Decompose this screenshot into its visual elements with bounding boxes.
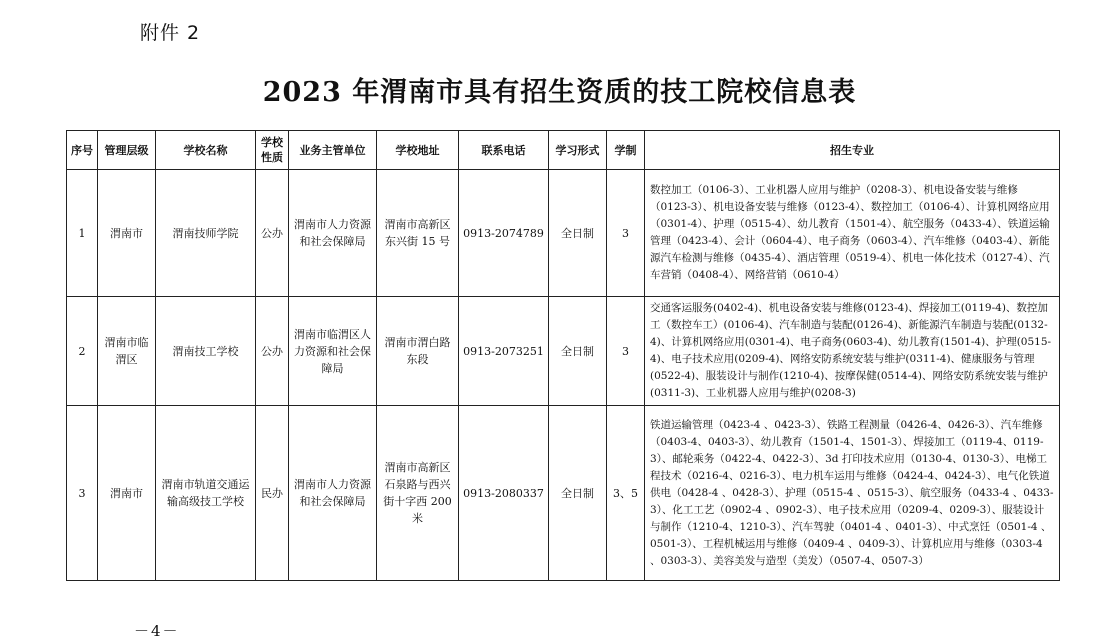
cell-phone: 0913-2080337 <box>459 406 549 581</box>
cell-address: 渭南市高新区东兴街 15 号 <box>377 170 459 297</box>
cell-nature: 民办 <box>256 406 289 581</box>
cell-duration: 3 <box>607 170 645 297</box>
cell-mode: 全日制 <box>549 406 607 581</box>
cell-school-name: 渭南市轨道交通运输高级技工学校 <box>156 406 256 581</box>
page-title: 2023 年渭南市具有招生资质的技工院校信息表 <box>262 77 857 108</box>
page-number: －4－ <box>134 622 180 640</box>
cell-nature: 公办 <box>256 297 289 406</box>
cell-authority: 渭南市临渭区人力资源和社会保障局 <box>289 297 377 406</box>
cell-phone: 0913-2074789 <box>459 170 549 297</box>
header-mode: 学习形式 <box>549 131 607 170</box>
cell-address: 渭南市高新区石泉路与西兴街十字西 200 米 <box>377 406 459 581</box>
cell-majors: 交通客运服务(0402-4)、机电设备安装与维修(0123-4)、焊接加工(0119-4)、数控加工（数控车工）(0106-4)、汽车制造与装配(0126-4)、新能源汽车制造与装配(0132-4)、计算机网络应用(0301-4)、电子商务(0603-4)、幼儿教育(1501-4)、护理(0515-4)、电子技术应用(0209-4)、网络安防系统安装与维护(0311-4)、健康服务与管理(0522-4)、服装设计与制作(1210-4)、按摩保健(0514-4)、网络安防系统安装与维护(0311-3)、工业机器人应用与维护(0208-3) <box>645 297 1060 406</box>
header-authority: 业务主管单位 <box>289 131 377 170</box>
cell-phone: 0913-2073251 <box>459 297 549 406</box>
cell-duration: 3、5 <box>607 406 645 581</box>
table-row <box>67 170 1060 297</box>
header-no: 序号 <box>67 131 98 170</box>
header-address: 学校地址 <box>377 131 459 170</box>
cell-mode: 全日制 <box>549 297 607 406</box>
header-nature: 学校性质 <box>256 131 289 170</box>
cell-school-name: 渭南技师学院 <box>156 170 256 297</box>
header-phone: 联系电话 <box>459 131 549 170</box>
cell-no: 3 <box>67 406 98 581</box>
cell-no: 1 <box>67 170 98 297</box>
cell-address: 渭南市渭白路东段 <box>377 297 459 406</box>
header-duration: 学制 <box>607 131 645 170</box>
cell-no: 2 <box>67 297 98 406</box>
cell-level: 渭南市临渭区 <box>98 297 156 406</box>
attachment-label: 附件 2 <box>140 22 201 44</box>
cell-duration: 3 <box>607 297 645 406</box>
table-header-row <box>67 131 1060 170</box>
cell-school-name: 渭南技工学校 <box>156 297 256 406</box>
cell-majors: 铁道运输管理（0423-4 、0423-3）、铁路工程测量（0426-4、0426-3）、汽车维修（0403-4、0403-3）、幼儿教育（1501-4、1501-3）、焊接加工（0119-4、0119-3）、邮轮乘务（0422-4、0422-3）、3d 打印技术应用（0130-4、0130-3）、电梯工程技术（0216-4、0216-3）、电力机车运用与维修（0424-4、0424-3）、电气化铁道供电（0428-4 、0428-3）、护理（0515-4 、0515-3）、航空服务（0433-4 、0433-3）、化工工艺（0902-4 、0902-3）、电子技术应用（0209-4、0209-3）、服装设计与制作（1210-4、1210-3）、汽车驾驶（0401-4 、0401-3）、中式烹饪（0501-4 、0501-3）、工程机械运用与维修（0409-4 、0409-3）、计算机应用与维修（0303-4 、0303-3）、美容美发与造型（美发）（0507-4、0507-3） <box>645 406 1060 581</box>
cell-level: 渭南市 <box>98 170 156 297</box>
school-info-table <box>66 130 1060 581</box>
cell-authority: 渭南市人力资源和社会保障局 <box>289 406 377 581</box>
header-school-name: 学校名称 <box>156 131 256 170</box>
table-row <box>67 297 1060 406</box>
cell-mode: 全日制 <box>549 170 607 297</box>
header-level: 管理层级 <box>98 131 156 170</box>
cell-level: 渭南市 <box>98 406 156 581</box>
cell-authority: 渭南市人力资源和社会保障局 <box>289 170 377 297</box>
table-row <box>67 406 1060 581</box>
header-majors: 招生专业 <box>645 131 1060 170</box>
cell-majors: 数控加工（0106-3）、工业机器人应用与维护（0208-3）、机电设备安装与维修（0123-3）、机电设备安装与维修（0123-4）、数控加工（0106-4）、计算机网络应用（0301-4）、护理（0515-4）、幼儿教育（1501-4）、航空服务（0433-4）、铁道运输管理（0423-4）、会计（0604-4）、电子商务（0603-4）、汽车维修（0403-4）、新能源汽车检测与维修（0435-4）、酒店管理（0519-4）、机电一体化技术（0127-4）、汽车营销（0408-4）、网络营销（0610-4） <box>645 170 1060 297</box>
cell-nature: 公办 <box>256 170 289 297</box>
